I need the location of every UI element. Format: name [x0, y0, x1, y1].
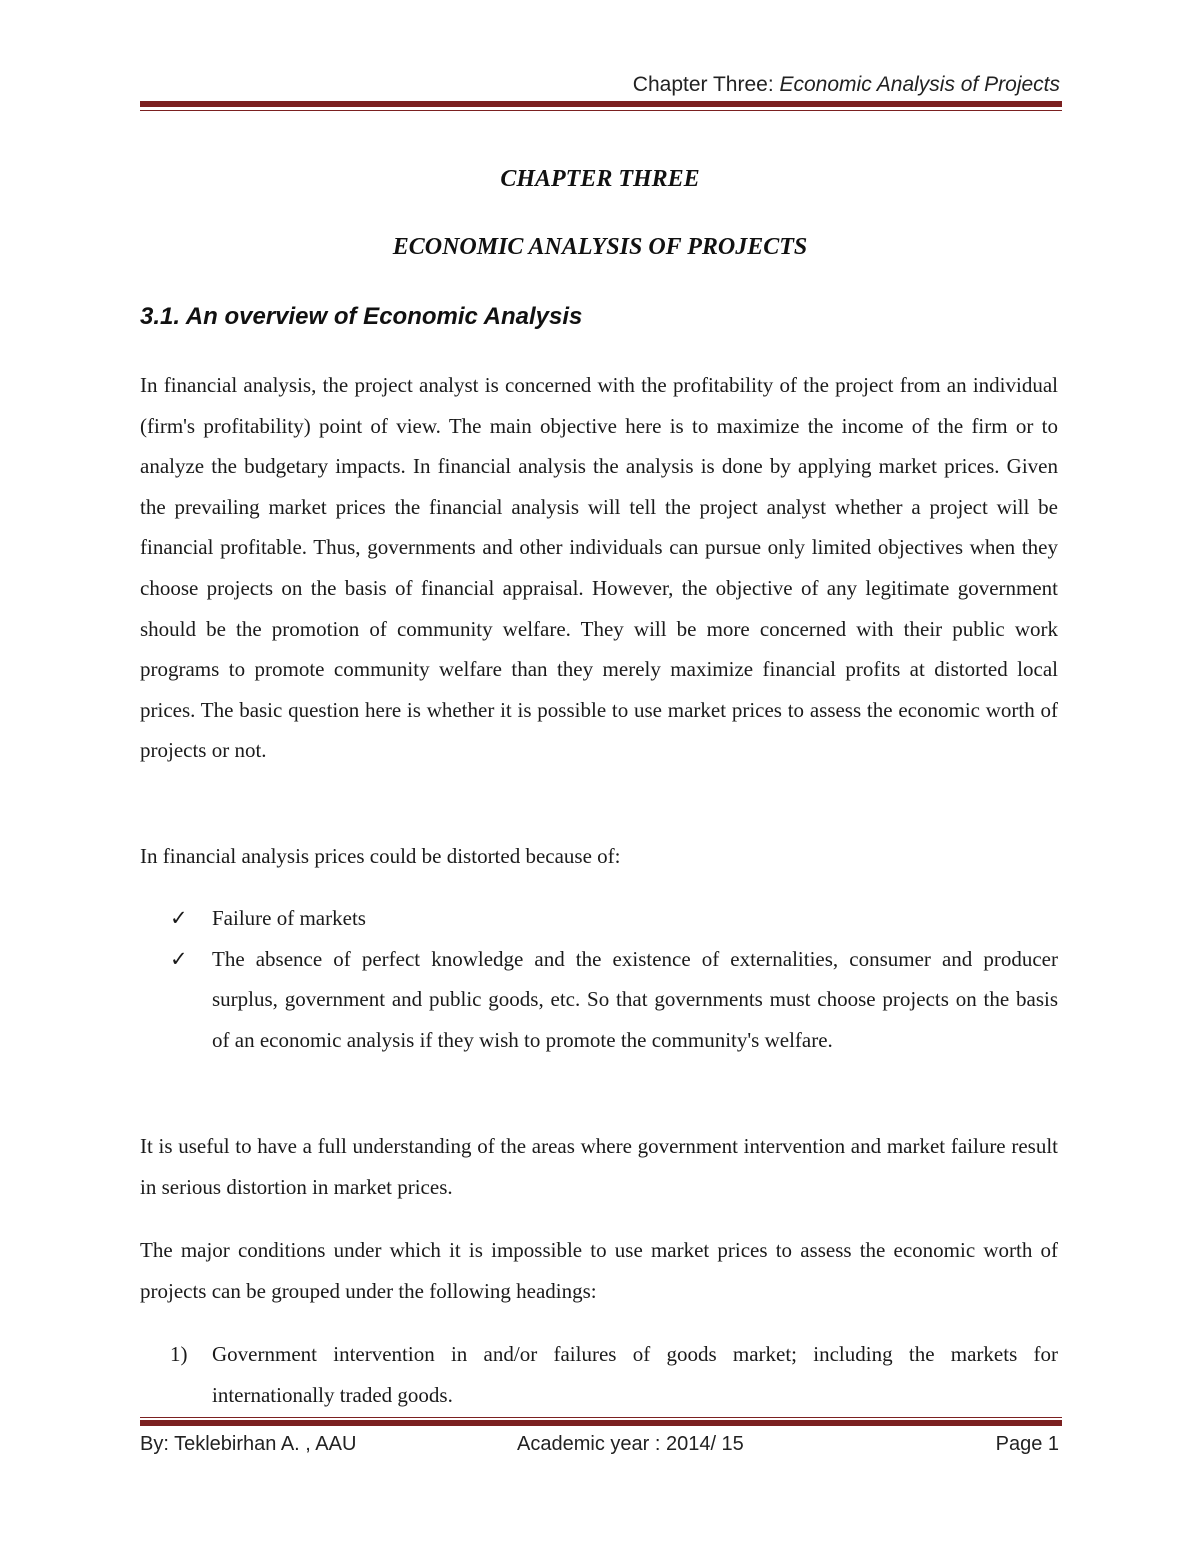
list-item-text: Failure of markets — [212, 906, 366, 930]
header-rule-thin — [140, 110, 1062, 111]
footer-academic-year: Academic year : 2014/ 15 — [517, 1433, 744, 1455]
section-heading: 3.1. An overview of Economic Analysis — [140, 303, 583, 330]
checkmark-icon: ✓ — [170, 946, 188, 971]
footer-author: By: Teklebirhan A. , AAU — [140, 1433, 357, 1455]
chapter-label: CHAPTER THREE — [500, 166, 700, 192]
list-item — [140, 898, 1058, 939]
conditions-numbered-list — [140, 1334, 1058, 1415]
footer-rule-thin — [140, 1417, 1062, 1418]
list-item — [140, 1334, 1058, 1415]
list-item-text: The absence of perfect knowledge and the existence of externalities, consumer and producer surplus, government and public goods, etc. So that governments must choose projects on the basis of an economic analysis if they wish to promote the community's welfare. — [212, 946, 1058, 1052]
list-item-text: Government intervention in and/or failures of goods market; including the markets for internationally traded goods. — [212, 1342, 1058, 1407]
chapter-title: ECONOMIC ANALYSIS OF PROJECTS — [392, 234, 808, 260]
header-rule-thick — [140, 101, 1062, 107]
list-item — [140, 939, 1058, 1061]
paragraph-distortion-intro: In financial analysis prices could be distorted because of: — [140, 844, 621, 868]
distortion-check-list — [140, 898, 1058, 1060]
header-italic-title: Economic Analysis of Projects — [779, 73, 1060, 96]
paragraph-overview: In financial analysis, the project analyst is concerned with the profitability of the project from an individual (firm's profitability) point of view. The main objective here is to maximize the income of the firm or to analyze the budgetary impacts. In financial analysis the analysis is done by applying market prices. Given the prevailing market prices the financial analysis will tell the project analyst whether a project will be financial profitable. Thus, governments and other individuals can pursue only limited objectives when they choose projects on the basis of financial appraisal. However, the objective of any legitimate government should be the promotion of community welfare. They will be more concerned with their public work programs to promote community welfare than they merely maximize financial profits at distorted local prices. The basic question here is whether it is possible to use market prices to assess the economic worth of projects or not. — [140, 373, 1058, 763]
checkmark-icon: ✓ — [170, 906, 188, 930]
header-prefix: Chapter Three: — [632, 73, 780, 96]
running-header — [633, 73, 1060, 97]
footer-rule-thick — [140, 1420, 1062, 1426]
paragraph-major-conditions: The major conditions under which it is impossible to use market prices to assess the economic worth of projects can be grouped under the following headings: — [140, 1238, 1058, 1303]
list-number: 1) — [170, 1342, 188, 1366]
footer-page-number: Page 1 — [995, 1433, 1059, 1455]
paragraph-understanding: It is useful to have a full understanding of the areas where government intervention and market failure result in serious distortion in market prices. — [140, 1134, 1058, 1199]
